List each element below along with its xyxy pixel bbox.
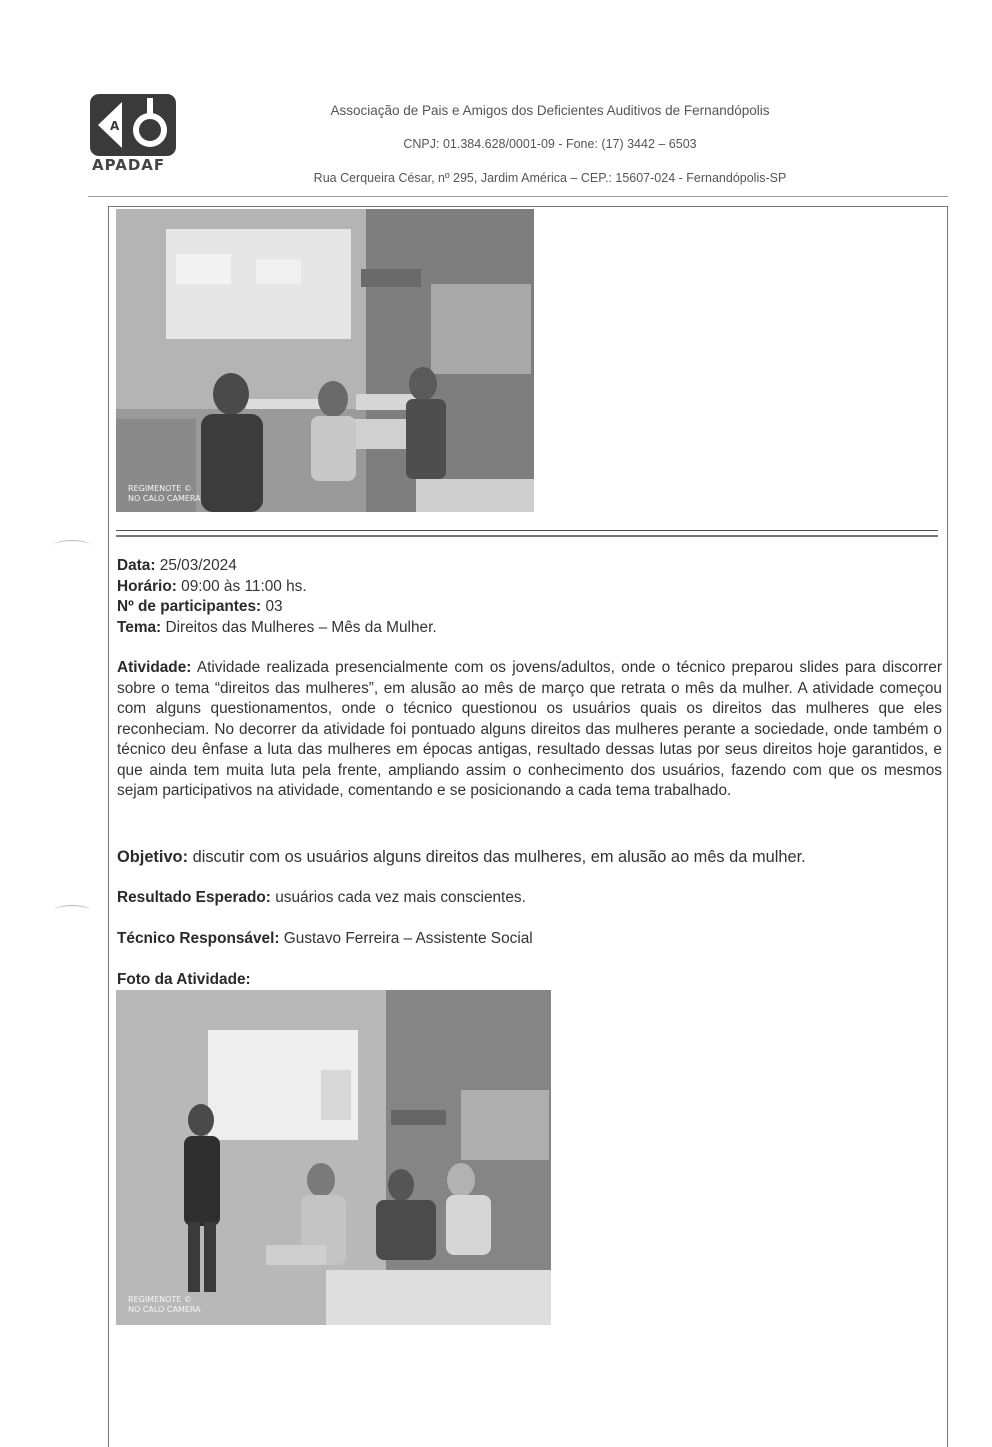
- watermark-top-line1: REGIMENOTE ©: [128, 484, 192, 493]
- objective-label: Objetivo:: [117, 848, 189, 866]
- margin-mark: [54, 540, 90, 551]
- date-row: [117, 556, 942, 577]
- header-divider: [88, 196, 948, 197]
- time-label: Horário:: [117, 577, 177, 595]
- date-value: 25/03/2024: [159, 557, 237, 574]
- activity-photo-top: [116, 209, 534, 512]
- cnpj-line: CNPJ: 01.384.628/0001-09 - Fone: (17) 3442 – 6503: [403, 137, 697, 151]
- result-paragraph: [117, 888, 942, 909]
- watermark-bottom-line1: REGIMENOTE ©: [128, 1295, 192, 1304]
- technician-value: Gustavo Ferreira – Assistente Social: [283, 930, 533, 947]
- theme-label: Tema:: [117, 618, 162, 636]
- result-value: usuários cada vez mais conscientes.: [275, 889, 526, 906]
- objective-paragraph: [117, 847, 942, 868]
- technician-paragraph: [117, 929, 942, 950]
- participants-row: [117, 597, 942, 618]
- logo-text: APADAF: [92, 156, 166, 174]
- theme-row: [117, 618, 942, 639]
- margin-mark: [54, 905, 90, 916]
- activity-photo-bottom: [116, 990, 551, 1325]
- participants-value: 03: [265, 598, 283, 615]
- photo-label: Foto da Atividade:: [117, 971, 251, 988]
- objective-value: discutir com os usuários alguns direitos das mulheres, em alusão ao mês da mulher.: [192, 848, 806, 866]
- time-row: [117, 577, 942, 598]
- time-value: 09:00 às 11:00 hs.: [181, 577, 307, 595]
- participants-label: Nº de participantes:: [117, 598, 262, 615]
- technician-label: Técnico Responsável:: [117, 930, 280, 947]
- watermark-bottom-line2: NO CALO CAMERA: [128, 1305, 201, 1314]
- activity-paragraph: [117, 658, 942, 802]
- address-line: Rua Cerqueira César, nº 295, Jardim América – CEP.: 15607-024 - Fernandópolis-SP: [313, 171, 787, 185]
- photo-heading: [117, 970, 942, 991]
- theme-value: Direitos das Mulheres – Mês da Mulher.: [165, 618, 437, 636]
- section-separator: [116, 530, 938, 537]
- result-label: Resultado Esperado:: [117, 889, 271, 906]
- org-name: Associação de Pais e Amigos dos Deficientes Auditivos de Fernandópolis: [330, 103, 770, 118]
- activity-value: Atividade realizada presencialmente com os jovens/adultos, onde o técnico preparou slides para discorrer sobre o tema “direitos das mulheres”, em alusão ao mês de março que retrata o mês da mulher. A atividade começou com alguns questionamentos, onde o técnico questionou os usuários quais os direitos das mulheres que eles reconheciam. No decorrer da atividade foi pontuado alguns direitos das mulheres perante a sociedade, onde também o técnico deu ênfase a luta das mulheres em épocas antigas, resultado dessas lutas por seus direitos hoje garantidos, e que ainda tem muita luta pela frente, ampliando assim o conhecimento dos usuários, fazendo com que os mesmos sejam participativos na atividade, comentando e se posicionando a cada tema trabalhado.: [117, 659, 942, 799]
- activity-label: Atividade:: [117, 659, 192, 676]
- svg-text:A: A: [110, 119, 120, 133]
- report-info: [117, 556, 942, 638]
- date-label: Data:: [117, 557, 156, 574]
- watermark-top-line2: NO CALO CAMERA: [128, 494, 201, 503]
